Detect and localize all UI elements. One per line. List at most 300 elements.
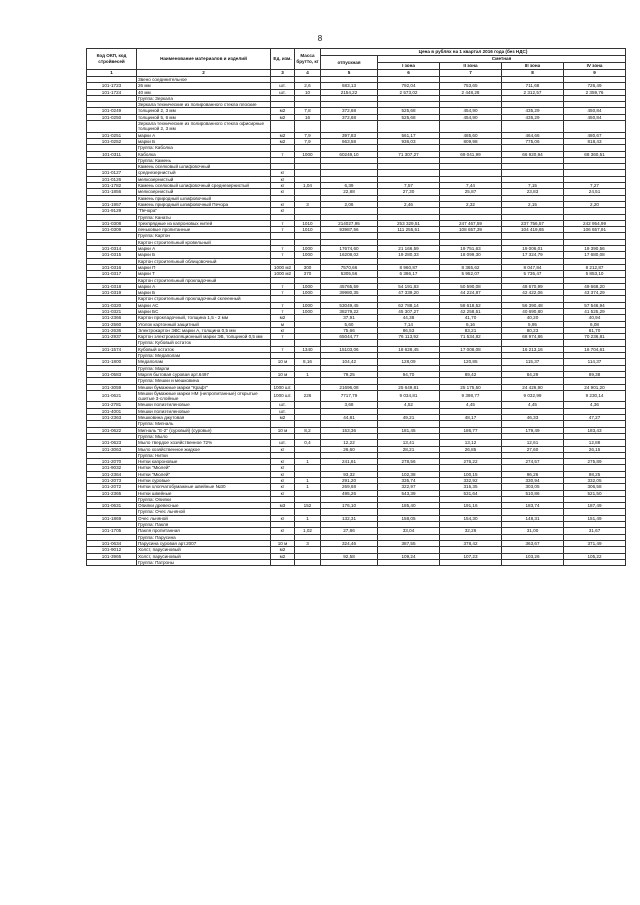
mass-cell: 8,16 [295, 359, 321, 365]
empty-cell [321, 559, 378, 565]
unit-cell: м2 [271, 132, 295, 138]
empty-cell [321, 121, 378, 133]
unit-cell: м2 [271, 114, 295, 120]
group-name: Группа: Марли [137, 365, 271, 371]
zone-price-cell: 191,16 [440, 503, 502, 509]
zone-price-cell: 5 952,07 [440, 271, 502, 277]
zone-price-cell: 435,29 [502, 114, 564, 120]
header-estimate-price: Сметная [378, 56, 626, 63]
zone-price-cell: 2,46 [378, 201, 440, 207]
header-code: Код ОКП, код стройвесей [87, 49, 137, 70]
zone-price-cell: 181,45 [378, 427, 440, 433]
code-cell: 101-1856 [87, 189, 137, 195]
mass-cell: 1 [295, 459, 321, 465]
zone-price-cell: 5 735,47 [502, 271, 564, 277]
unit-cell: шт. [271, 408, 295, 414]
zone-price-cell: 253 329,51 [378, 220, 440, 226]
group-name: Группа: Нитки [137, 452, 271, 458]
zone-price-cell: 26,85 [440, 446, 502, 452]
empty-cell [271, 121, 295, 133]
zone-price-cell: 45 307,27 [378, 308, 440, 314]
release-price-cell: 22,88 [321, 189, 378, 195]
release-price-cell: 324,46 [321, 540, 378, 546]
zone-price-cell: 19 280,33 [378, 252, 440, 258]
code-cell: 101-2560 [87, 321, 137, 327]
group-name: Группа: Зеркала [137, 95, 271, 101]
mass-cell: 1 [295, 478, 321, 484]
group-name: Группа: Мешки и мешковина [137, 378, 271, 384]
zone-price-cell: 183,43 [564, 427, 626, 433]
name-cell: Картон электроизоляционный марки ЭВ, толщиной 0,5 мм [137, 334, 271, 340]
code-cell: 101-0622 [87, 427, 137, 433]
mass-cell: 370 [295, 271, 321, 277]
unit-cell: 10 м [271, 359, 295, 365]
group-name: Камень оселковый шлифовочный [137, 164, 271, 170]
code-cell: 101-3965 [87, 553, 137, 559]
unit-cell: т [271, 302, 295, 308]
header-zone-1: I зона [378, 63, 440, 70]
release-price-cell: 6,39 [321, 183, 378, 189]
release-price-cell: 291,20 [321, 478, 378, 484]
code-cell: 101-0314 [87, 246, 137, 252]
release-price-cell: 27,86 [321, 528, 378, 534]
zone-price-cell: 120,85 [440, 359, 502, 365]
zone-price-cell: 561,17 [378, 132, 440, 138]
zone-price-cell: 9 034,81 [378, 390, 440, 402]
zone-price-cell: 4,45 [440, 402, 502, 408]
zone-price-cell: 47,27 [564, 415, 626, 421]
zone-price-cell: 510,86 [502, 490, 564, 496]
zone-price-cell: 2 448,28 [440, 89, 502, 95]
mass-cell: 226 [295, 390, 321, 402]
zone-price-cell: 454,90 [440, 114, 502, 120]
name-cell: Холст, парусиновый [137, 547, 271, 553]
zone-price-cell: 42 258,51 [440, 308, 502, 314]
zone-price-cell: 17 006,08 [440, 346, 502, 352]
mass-cell: 1000 [295, 308, 321, 314]
zone-price-cell: 48,17 [440, 415, 502, 421]
column-number: 7 [440, 70, 502, 77]
empty-cell [564, 121, 626, 133]
zone-price-cell: 27,30 [378, 189, 440, 195]
release-price-cell: 104,42 [321, 359, 378, 365]
unit-cell: кг [271, 528, 295, 534]
group-name: Группа: Опилки [137, 496, 271, 502]
empty-cell [295, 121, 321, 133]
unit-cell: кг [271, 459, 295, 465]
group-name: Группа: Канаты [137, 214, 271, 220]
empty-cell [502, 121, 564, 133]
zone-price-cell: 450,84 [564, 114, 626, 120]
table-row [87, 390, 626, 402]
release-price-cell: 3,68 [321, 402, 378, 408]
zone-price-cell: 2 359,76 [564, 89, 626, 95]
mass-cell: 1000 [295, 252, 321, 258]
group-name: Камень природный шлифовочный [137, 195, 271, 201]
release-price-cell: 372,68 [321, 114, 378, 120]
table-header [87, 49, 626, 77]
name-cell: Мигналь "Е-2" (суровый) (суровье) [137, 427, 271, 433]
zone-price-cell: 108 657,39 [440, 227, 502, 233]
name-cell: Мешковина джутовая [137, 415, 271, 421]
zone-price-cell: 303,05 [502, 484, 564, 490]
mass-cell: 8,2 [295, 427, 321, 433]
release-price-cell: 7570,66 [321, 264, 378, 270]
mass-cell: 7,9 [295, 138, 321, 144]
group-name: Группа: Очес льняной [137, 509, 271, 515]
unit-cell: 10 м [271, 540, 295, 546]
zone-price-cell: 363,67 [502, 540, 564, 546]
zone-price-cell: 94,70 [378, 371, 440, 377]
column-number-row [87, 70, 626, 77]
unit-cell: кг [271, 446, 295, 452]
zone-price-cell: 8 212,87 [564, 264, 626, 270]
release-price-cell: 214027,95 [321, 220, 378, 226]
release-price-cell: 153,36 [321, 427, 378, 433]
zone-price-cell: 21 166,59 [378, 246, 440, 252]
column-number: 1 [87, 70, 137, 77]
zone-price-cell: 42 422,06 [502, 290, 564, 296]
release-price-cell: 79,25 [321, 371, 378, 377]
release-price-cell: 93,32 [321, 471, 378, 477]
code-cell: 101-2364 [87, 471, 137, 477]
zone-price-cell: 186,77 [440, 427, 502, 433]
column-number: 9 [564, 70, 626, 77]
name-cell: пеньковые пропитанные [137, 227, 271, 233]
zone-price-cell: 33,04 [378, 528, 440, 534]
zone-price-cell: 41,70 [440, 315, 502, 321]
unit-cell: 10 м [271, 427, 295, 433]
header-release-price: отпускная [321, 56, 378, 70]
zone-price-cell: 107,23 [440, 553, 502, 559]
empty-cell [378, 121, 440, 133]
name-cell: марки А [137, 132, 271, 138]
release-price-cell: 21696,08 [321, 384, 378, 390]
name-cell: толщиной 5, 6 мм [137, 114, 271, 120]
code-cell: 101-1705 [87, 528, 137, 534]
zone-price-cell: 16 213,16 [502, 346, 564, 352]
zone-price-cell: 26,15 [564, 446, 626, 452]
zone-price-cell: 525,68 [378, 114, 440, 120]
release-price-cell: 132,31 [321, 515, 378, 521]
release-price-cell: 17674,60 [321, 246, 378, 252]
zone-price-cell: 40,20 [502, 315, 564, 321]
zone-price-cell: 25,87 [440, 189, 502, 195]
empty-cell [271, 559, 295, 565]
zone-price-cell: 6 386,17 [378, 271, 440, 277]
name-cell: Мешки бумажные марки "Крафт" [137, 384, 271, 390]
release-price-cell: 5305,56 [321, 271, 378, 277]
zone-price-cell: 86,53 [378, 327, 440, 333]
zone-price-cell: 306,58 [564, 484, 626, 490]
name-cell: "Печора" [137, 208, 271, 214]
zone-price-cell: 818,43 [564, 138, 626, 144]
unit-cell: кг [271, 327, 295, 333]
name-cell: 40 мм [137, 89, 271, 95]
zone-price-cell: 711,68 [502, 83, 564, 89]
zone-price-cell: 40,94 [564, 315, 626, 321]
code-cell: 101-1782 [87, 183, 137, 189]
release-price-cell: 7717,79 [321, 390, 378, 402]
name-cell: марки А [137, 283, 271, 289]
mass-cell: 1000 [295, 290, 321, 296]
release-price-cell: 75,66 [321, 327, 378, 333]
column-number: 3 [271, 70, 295, 77]
zone-price-cell: 103,26 [502, 553, 564, 559]
zone-price-cell: 89,38 [564, 371, 626, 377]
zone-price-cell: 28,21 [378, 446, 440, 452]
code-cell: 101-0621 [87, 390, 137, 402]
release-price-cell: 269,68 [321, 484, 378, 490]
name-cell: марки Б [137, 252, 271, 258]
group-row [87, 121, 626, 133]
name-cell: Картон прокладочный, толщина 1,5 - 2 мм [137, 315, 271, 321]
zone-price-cell: 7,27 [564, 183, 626, 189]
code-cell: 101-3063 [87, 446, 137, 452]
zone-price-cell: 44 224,87 [440, 290, 502, 296]
unit-cell: м [271, 321, 295, 327]
column-number: 5 [321, 70, 378, 77]
group-name: Картон строительный прокладочный склеенный [137, 296, 271, 302]
table-body [87, 77, 626, 566]
unit-cell: м2 [271, 547, 295, 553]
zone-price-cell: 775,06 [502, 138, 564, 144]
code-cell: 101-1723 [87, 83, 137, 89]
code-cell: 101-2937 [87, 334, 137, 340]
zone-price-cell: 330,94 [502, 478, 564, 484]
mass-cell: 1 [295, 484, 321, 490]
release-price-cell: 12,22 [321, 440, 378, 446]
zone-price-cell: 2,15 [502, 201, 564, 207]
name-cell: Уголок картонный защитный [137, 321, 271, 327]
group-name: Группа: Парусина [137, 534, 271, 540]
zone-price-cell: 49,21 [378, 415, 440, 421]
code-cell: 101-0623 [87, 440, 137, 446]
code-cell: 101-0252 [87, 138, 137, 144]
name-cell: Мыло хозяйственное жидкое [137, 446, 271, 452]
zone-price-cell: 13,12 [440, 440, 502, 446]
code-cell: 101-2365 [87, 490, 137, 496]
name-cell: Мешки бумажные марки НМ (непропитанные) открытые сшитые 3-слойные [137, 390, 271, 402]
unit-cell: кг [271, 478, 295, 484]
mass-cell: 1000 [295, 302, 321, 308]
release-price-cell: 683,13 [321, 83, 378, 89]
mass-cell: 1010 [295, 227, 321, 233]
group-name: Группа: Картон [137, 233, 271, 239]
column-number: 4 [295, 70, 321, 77]
zone-price-cell: 17 680,08 [564, 252, 626, 258]
unit-cell: т [271, 283, 295, 289]
zone-price-cell: 332,92 [440, 478, 502, 484]
code-cell: 101-2781 [87, 402, 137, 408]
empty-cell [440, 559, 502, 565]
zone-price-cell: 25 175,50 [440, 384, 502, 390]
zone-price-cell: 69 041,99 [440, 151, 502, 157]
zone-price-cell: 47 339,20 [378, 290, 440, 296]
code-cell: 101-9032 [87, 465, 137, 471]
code-cell: 101-2363 [87, 415, 137, 421]
zone-price-cell: 31,00 [502, 528, 564, 534]
zone-price-cell: 753,65 [440, 83, 502, 89]
group-name: Картон строительный прокладочный [137, 277, 271, 283]
name-cell: толщиной 2, 3 мм [137, 108, 271, 114]
unit-cell: шт. [271, 83, 295, 89]
zone-price-cell: 278,56 [378, 459, 440, 465]
code-cell: 101-0316 [87, 264, 137, 270]
zone-price-cell: 7,57 [378, 183, 440, 189]
release-price-cell: 5,60 [321, 321, 378, 327]
zone-price-cell: 450,84 [564, 108, 626, 114]
name-cell: Нитки "Мюлей" [137, 465, 271, 471]
release-price-cell: 37,91 [321, 315, 378, 321]
zone-price-cell: 19 006,01 [502, 246, 564, 252]
name-cell: марки П [137, 264, 271, 270]
zone-price-cell: 154,30 [440, 515, 502, 521]
name-cell: Мешки полиэтиленовые [137, 402, 271, 408]
group-name: Зеркала технические из полированного стекла офисирные толщиной 2, 3 мм [137, 121, 271, 133]
code-cell: 101-1574 [87, 346, 137, 352]
mass-cell: 1,02 [295, 528, 321, 534]
code-cell: 101-0315 [87, 252, 137, 258]
group-name: Группа: Мигналь [137, 421, 271, 427]
mass-cell: 16 [295, 114, 321, 120]
zone-price-cell: 2,20 [564, 201, 626, 207]
zone-price-cell: 276,22 [440, 459, 502, 465]
unit-cell: 10 м [271, 371, 295, 377]
unit-cell: кг [271, 465, 295, 471]
release-price-cell: 92,58 [321, 553, 378, 559]
group-name: Группа: Патроны [137, 559, 271, 565]
unit-cell: кг [271, 490, 295, 496]
header-name: Наименование материалов и изделий [137, 49, 271, 70]
zone-price-cell: 4,36 [564, 402, 626, 408]
release-price-cell: 26,60 [321, 446, 378, 452]
name-cell: Пакля пропитанная [137, 528, 271, 534]
name-cell: мелкозернистый [137, 176, 271, 182]
code-cell: 101-2072 [87, 484, 137, 490]
zone-price-cell: 18 099,30 [440, 252, 502, 258]
zone-price-cell: 315,35 [440, 484, 502, 490]
mass-cell: 10 [295, 89, 321, 95]
zone-price-cell: 12,88 [564, 440, 626, 446]
code-cell: 101-0251 [87, 132, 137, 138]
zone-price-cell: 531,64 [440, 490, 502, 496]
name-cell: Опилки древесные [137, 503, 271, 509]
release-price-cell: 38279,22 [321, 308, 378, 314]
zone-price-cell: 66 920,94 [502, 151, 564, 157]
zone-price-cell: 71 307,27 [378, 151, 440, 157]
zone-price-cell: 70 236,81 [564, 334, 626, 340]
name-cell: Очес льняной [137, 515, 271, 521]
group-name: Звено соединительное [137, 77, 271, 83]
column-number: 6 [378, 70, 440, 77]
name-cell: мелкозернистый [137, 189, 271, 195]
unit-cell: т [271, 220, 295, 226]
zone-price-cell: 543,39 [378, 490, 440, 496]
zone-price-cell: 8 047,84 [502, 264, 564, 270]
header-mass: Масса брутто, кг [295, 49, 321, 70]
zone-price-cell: 464,66 [502, 132, 564, 138]
header-unit: Ед. изм. [271, 49, 295, 70]
code-cell: 101-0311 [87, 151, 137, 157]
unit-cell: т [271, 151, 295, 157]
zone-price-cell: 480,67 [564, 132, 626, 138]
mass-cell: 3 [295, 201, 321, 207]
release-price-cell: 44,81 [321, 415, 378, 421]
code-cell: 101-9129 [87, 208, 137, 214]
zone-price-cell: 275,89 [564, 459, 626, 465]
name-cell: трехпрядные из капроновых нитей [137, 220, 271, 226]
zone-price-cell: 4,45 [502, 402, 564, 408]
header-zone-2: II зона [440, 63, 502, 70]
mass-cell: 1000 [295, 283, 321, 289]
zone-price-cell: 435,29 [502, 108, 564, 114]
zone-price-cell: 8 365,62 [440, 264, 502, 270]
zone-price-cell: 25 649,81 [378, 384, 440, 390]
zone-price-cell: 6,08 [564, 321, 626, 327]
name-cell: Нитки капроновые [137, 459, 271, 465]
code-cell: 101-1800 [87, 359, 137, 365]
zone-price-cell: 83,21 [440, 327, 502, 333]
unit-cell: т [271, 246, 295, 252]
name-cell: марки АС [137, 302, 271, 308]
zone-price-cell: 58 618,52 [440, 302, 502, 308]
unit-cell: т [271, 334, 295, 340]
zone-price-cell: 274,57 [502, 459, 564, 465]
zone-price-cell: 158,05 [378, 515, 440, 521]
code-cell: 101-2073 [87, 478, 137, 484]
zone-price-cell: 726,49 [564, 83, 626, 89]
name-cell: Медаполам [137, 359, 271, 365]
zone-price-cell: 322,97 [378, 484, 440, 490]
zone-price-cell: 31,67 [564, 528, 626, 534]
unit-cell: м2 [271, 415, 295, 421]
unit-cell: кг [271, 208, 295, 214]
unit-cell: кг [271, 189, 295, 195]
header-zone-3: III зона [502, 63, 564, 70]
zone-price-cell: 4,52 [378, 402, 440, 408]
mass-cell: 1010 [295, 220, 321, 226]
unit-cell: шт. [271, 89, 295, 95]
zone-price-cell: 105,22 [564, 553, 626, 559]
zone-price-cell: 18 628,45 [378, 346, 440, 352]
release-price-cell: 663,58 [321, 138, 378, 144]
mass-cell: 1 [295, 371, 321, 377]
zone-price-cell: 81,70 [564, 327, 626, 333]
price-table [86, 48, 626, 566]
zone-price-cell: 24 901,20 [564, 384, 626, 390]
unit-cell: 1000 шт. [271, 384, 295, 390]
unit-cell: м2 [271, 315, 295, 321]
group-name: Картон строительный облицовочный [137, 258, 271, 264]
code-cell: 101-0308 [87, 220, 137, 226]
unit-cell: кг [271, 484, 295, 490]
group-name: Группа: Медаполам [137, 353, 271, 359]
name-cell: Нитки швейные [137, 490, 271, 496]
zone-price-cell: 24,51 [564, 189, 626, 195]
name-cell: марки БС [137, 308, 271, 314]
header-price-title: Цена в рублях на 1 квартал 2016 года (без НДС) [321, 49, 626, 56]
unit-cell: шт. [271, 402, 295, 408]
group-name: Группа: Камень [137, 157, 271, 163]
zone-price-cell: 378,42 [440, 540, 502, 546]
release-price-cell: 60249,10 [321, 151, 378, 157]
code-cell: 101-0321 [87, 308, 137, 314]
mass-cell: 1340 [295, 346, 321, 352]
unit-cell: м2 [271, 138, 295, 144]
name-cell: Камень оселковый шлифовочный среднезернистый [137, 183, 271, 189]
zone-price-cell: 106 657,91 [564, 227, 626, 233]
